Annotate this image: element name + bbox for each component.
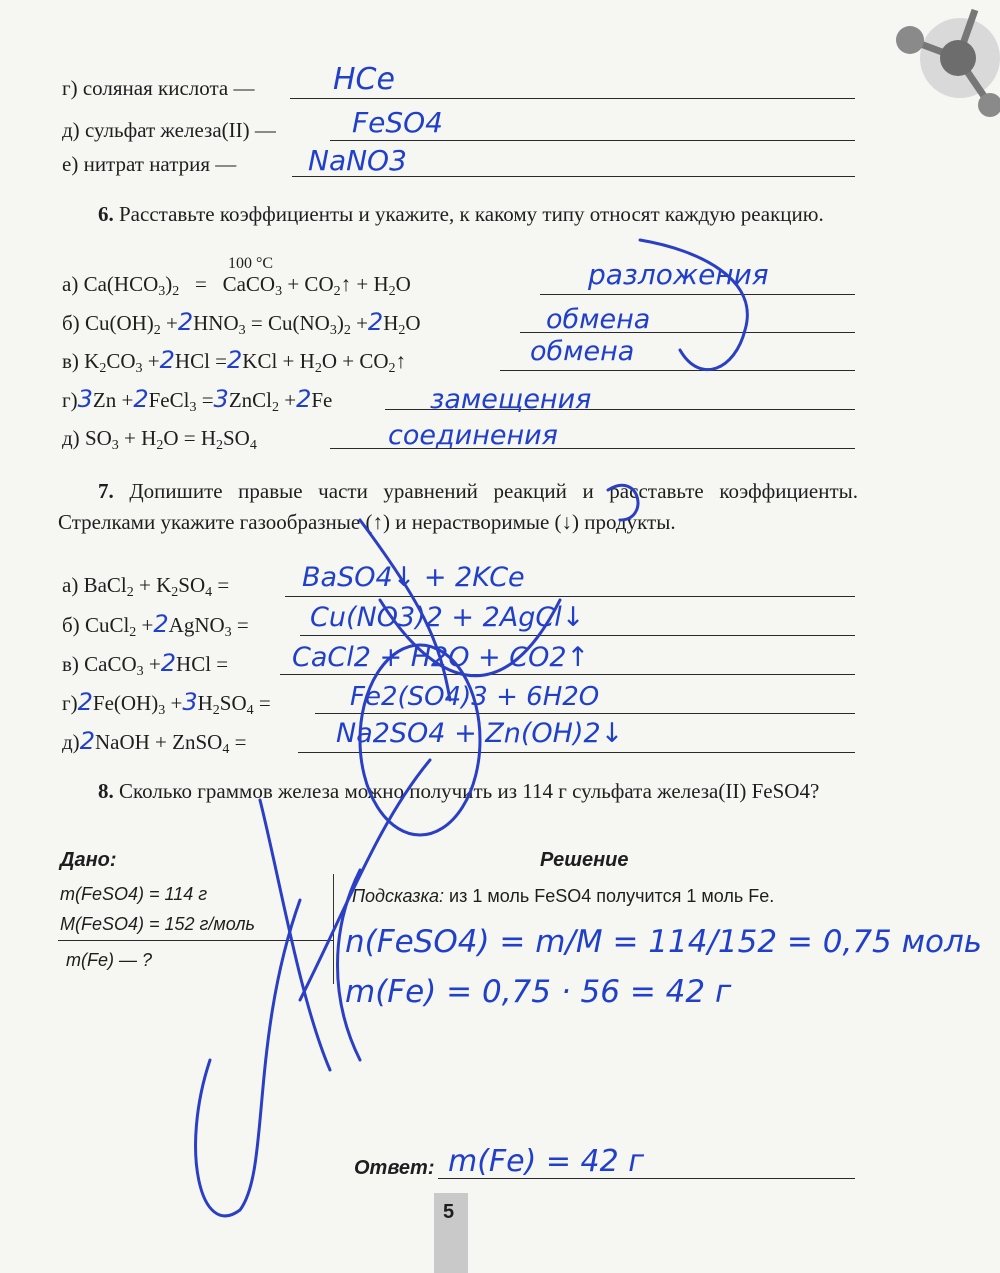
task6-prompt: 6. Расставьте коэффициенты и укажите, к какому типу относят каждую реакцию.	[98, 202, 824, 226]
handwritten-answer: соединения	[388, 420, 558, 451]
task5-item: е) нитрат натрия —	[62, 152, 237, 176]
handwritten-answer: Na2SO4 + Zn(OH)2↓	[336, 718, 624, 749]
equation-c: в) CaCO$_3$ +2HCl =	[62, 649, 229, 679]
equation-d: $г)2Fe(OH)_3 +3H_2SO_4$ =	[62, 688, 271, 718]
equation-a: а) BaCl$_2$ + $K_2SO_4$ =	[62, 573, 230, 600]
given-mass: m(FeSO4) = 114 г	[60, 884, 208, 904]
given-label: Дано:	[60, 849, 117, 871]
handwritten-answer: NaNO3	[308, 144, 407, 177]
handwritten-answer: замещения	[430, 384, 592, 415]
task5-item: д) сульфат железа(II) —	[62, 118, 276, 142]
handwritten-answer: разложения	[588, 258, 769, 291]
task8-prompt: 8. Сколько граммов железа можно получить из 114 г сульфата железа(II) FeSO4?	[98, 779, 820, 803]
task7-prompt: 7. Допишите правые части уравнений реакций и расставьте коэффициенты. Стрелками укажите газообразные (↑) и нерастворимые (↓) продукты.	[58, 479, 858, 534]
task5-item: г) соляная кислота —	[62, 76, 255, 100]
reaction-b: б) $Cu(OH)_2 +2HNO_3 = Cu(NO_3)_2 +2H_2O$	[62, 308, 421, 338]
handwritten-answer: Cu(NO3)2 + 2AgCl↓	[310, 602, 585, 633]
reaction-c: в) $K_2CO_3 +2HCl =2KCl + H_2O$ + $CO_2↑$	[62, 346, 406, 376]
handwritten-answer: CaCl2 + H2O + CO2↑	[292, 642, 590, 673]
solution-label: Решение	[540, 849, 629, 871]
handwritten-answer: HCe	[333, 62, 395, 97]
page-number-tab	[434, 1193, 468, 1273]
reaction-condition: 100 °C	[228, 255, 274, 272]
handwritten-answer: обмена	[530, 336, 635, 367]
given-molar-mass: M(FeSO4) = 152 г/моль	[60, 914, 256, 934]
equation-e: д)2NaOH + ZnSO$_4$ =	[62, 727, 247, 757]
reaction-a: а) $Ca(HCO_3)_2$ = CaCO$_3$ + $CO_2↑ + H_2O$	[62, 272, 411, 299]
handwritten-answer: BaSO4↓ + 2KCe	[302, 562, 525, 593]
page-number: 5	[443, 1201, 455, 1223]
reaction-d: г)3Zn +2FeCl$_3$ =3ZnCl$_2$ +2Fe	[62, 385, 333, 415]
handwritten-answer: обмена	[546, 304, 651, 335]
solution-line-1: n(FeSO4) = m/M = 114/152 = 0,75 моль	[345, 924, 983, 960]
reaction-e: д) $SO_3 + H_2O = H_2SO_4$	[62, 426, 257, 453]
answer-label: Ответ:	[354, 1157, 435, 1179]
find-value: m(Fe) — ?	[66, 950, 153, 970]
handwritten-answer: FeSO4	[352, 106, 443, 139]
solution-line-2: m(Fe) = 0,75 · 56 = 42 г	[345, 974, 732, 1010]
handwritten-answer: m(Fe) = 42 г	[448, 1144, 645, 1179]
equation-b: б) CuCl$_2$ +2AgNO$_3$ =	[62, 610, 249, 640]
handwritten-answer: Fe2(SO4)3 + 6H2O	[350, 682, 600, 712]
hint: Подсказка: из 1 моль FeSO4 получится 1 моль Fe.	[352, 886, 775, 906]
